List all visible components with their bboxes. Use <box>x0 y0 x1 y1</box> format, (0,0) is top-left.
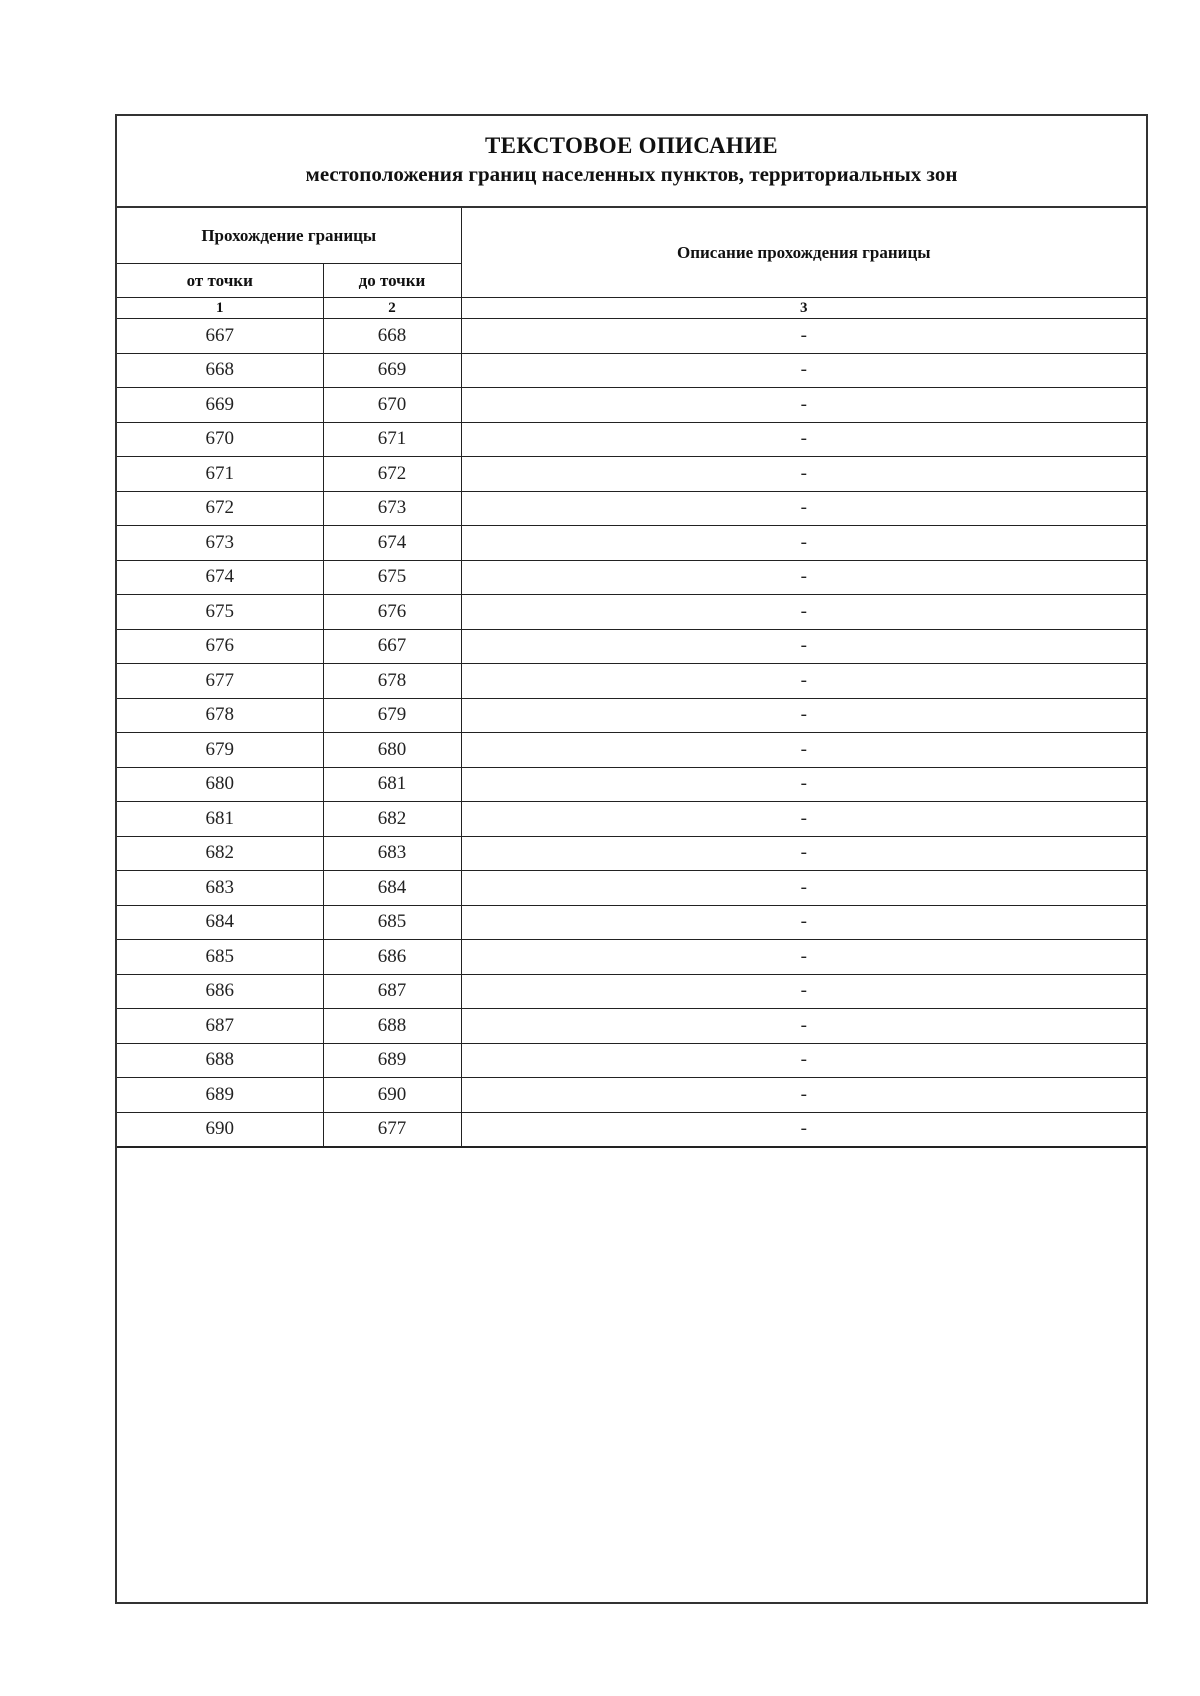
from-point-cell: 668 <box>117 353 323 388</box>
table-row <box>117 595 1146 630</box>
description-cell: - <box>461 319 1146 354</box>
from-point-cell: 667 <box>117 319 323 354</box>
header-from-point: от точки <box>117 264 323 298</box>
to-point-cell: 675 <box>323 560 461 595</box>
description-cell: - <box>461 353 1146 388</box>
table-row <box>117 974 1146 1009</box>
to-point-cell: 682 <box>323 802 461 837</box>
from-point-cell: 688 <box>117 1043 323 1078</box>
from-point-cell: 673 <box>117 526 323 561</box>
to-point-cell: 684 <box>323 871 461 906</box>
to-point-cell: 686 <box>323 940 461 975</box>
to-point-cell: 670 <box>323 388 461 423</box>
table-row <box>117 1009 1146 1044</box>
description-cell: - <box>461 560 1146 595</box>
table-row <box>117 802 1146 837</box>
document-subtitle: местоположения границ населенных пунктов, территориальных зон <box>305 162 958 186</box>
table-row <box>117 664 1146 699</box>
table-row <box>117 457 1146 492</box>
table-row <box>117 1078 1146 1113</box>
table-row <box>117 905 1146 940</box>
from-point-cell: 678 <box>117 698 323 733</box>
to-point-cell: 690 <box>323 1078 461 1113</box>
document-frame <box>115 114 1148 1604</box>
to-point-cell: 673 <box>323 491 461 526</box>
description-cell: - <box>461 629 1146 664</box>
from-point-cell: 674 <box>117 560 323 595</box>
from-point-cell: 683 <box>117 871 323 906</box>
table-row <box>117 560 1146 595</box>
table-row <box>117 526 1146 561</box>
description-cell: - <box>461 698 1146 733</box>
column-number-3: 3 <box>461 298 1146 319</box>
to-point-cell: 688 <box>323 1009 461 1044</box>
description-cell: - <box>461 871 1146 906</box>
from-point-cell: 684 <box>117 905 323 940</box>
to-point-cell: 678 <box>323 664 461 699</box>
to-point-cell: 685 <box>323 905 461 940</box>
from-point-cell: 670 <box>117 422 323 457</box>
table-row <box>117 733 1146 768</box>
from-point-cell: 677 <box>117 664 323 699</box>
from-point-cell: 675 <box>117 595 323 630</box>
table-row <box>117 422 1146 457</box>
column-number-2: 2 <box>323 298 461 319</box>
to-point-cell: 689 <box>323 1043 461 1078</box>
from-point-cell: 672 <box>117 491 323 526</box>
table-row <box>117 836 1146 871</box>
description-cell: - <box>461 767 1146 802</box>
description-cell: - <box>461 905 1146 940</box>
to-point-cell: 669 <box>323 353 461 388</box>
description-cell: - <box>461 491 1146 526</box>
from-point-cell: 687 <box>117 1009 323 1044</box>
to-point-cell: 679 <box>323 698 461 733</box>
description-cell: - <box>461 836 1146 871</box>
from-point-cell: 671 <box>117 457 323 492</box>
description-cell: - <box>461 526 1146 561</box>
header-description: Описание прохождения границы <box>461 208 1146 298</box>
from-point-cell: 680 <box>117 767 323 802</box>
description-cell: - <box>461 664 1146 699</box>
table-row <box>117 319 1146 354</box>
from-point-cell: 685 <box>117 940 323 975</box>
to-point-cell: 674 <box>323 526 461 561</box>
table-row <box>117 940 1146 975</box>
description-cell: - <box>461 733 1146 768</box>
description-cell: - <box>461 1009 1146 1044</box>
description-cell: - <box>461 457 1146 492</box>
to-point-cell: 677 <box>323 1112 461 1147</box>
to-point-cell: 680 <box>323 733 461 768</box>
table-body <box>117 319 1146 1148</box>
from-point-cell: 681 <box>117 802 323 837</box>
table-row <box>117 871 1146 906</box>
header-boundary-passage: Прохождение границы <box>117 208 461 264</box>
to-point-cell: 681 <box>323 767 461 802</box>
description-cell: - <box>461 422 1146 457</box>
from-point-cell: 669 <box>117 388 323 423</box>
to-point-cell: 667 <box>323 629 461 664</box>
description-cell: - <box>461 974 1146 1009</box>
table-row <box>117 491 1146 526</box>
table-row <box>117 353 1146 388</box>
description-cell: - <box>461 388 1146 423</box>
table-row <box>117 767 1146 802</box>
from-point-cell: 682 <box>117 836 323 871</box>
to-point-cell: 683 <box>323 836 461 871</box>
description-cell: - <box>461 940 1146 975</box>
to-point-cell: 668 <box>323 319 461 354</box>
from-point-cell: 689 <box>117 1078 323 1113</box>
from-point-cell: 676 <box>117 629 323 664</box>
description-cell: - <box>461 1043 1146 1078</box>
from-point-cell: 679 <box>117 733 323 768</box>
title-block <box>117 116 1146 208</box>
to-point-cell: 671 <box>323 422 461 457</box>
header-to-point: до точки <box>323 264 461 298</box>
to-point-cell: 687 <box>323 974 461 1009</box>
document-title: ТЕКСТОВОЕ ОПИСАНИЕ <box>485 133 778 158</box>
table-row <box>117 698 1146 733</box>
table-row <box>117 1043 1146 1078</box>
description-cell: - <box>461 1078 1146 1113</box>
description-cell: - <box>461 802 1146 837</box>
to-point-cell: 672 <box>323 457 461 492</box>
description-cell: - <box>461 595 1146 630</box>
from-point-cell: 686 <box>117 974 323 1009</box>
to-point-cell: 676 <box>323 595 461 630</box>
description-cell: - <box>461 1112 1146 1147</box>
table-row <box>117 1112 1146 1147</box>
boundary-table <box>117 208 1146 1148</box>
table-row <box>117 629 1146 664</box>
column-number-1: 1 <box>117 298 323 319</box>
from-point-cell: 690 <box>117 1112 323 1147</box>
table-row <box>117 388 1146 423</box>
